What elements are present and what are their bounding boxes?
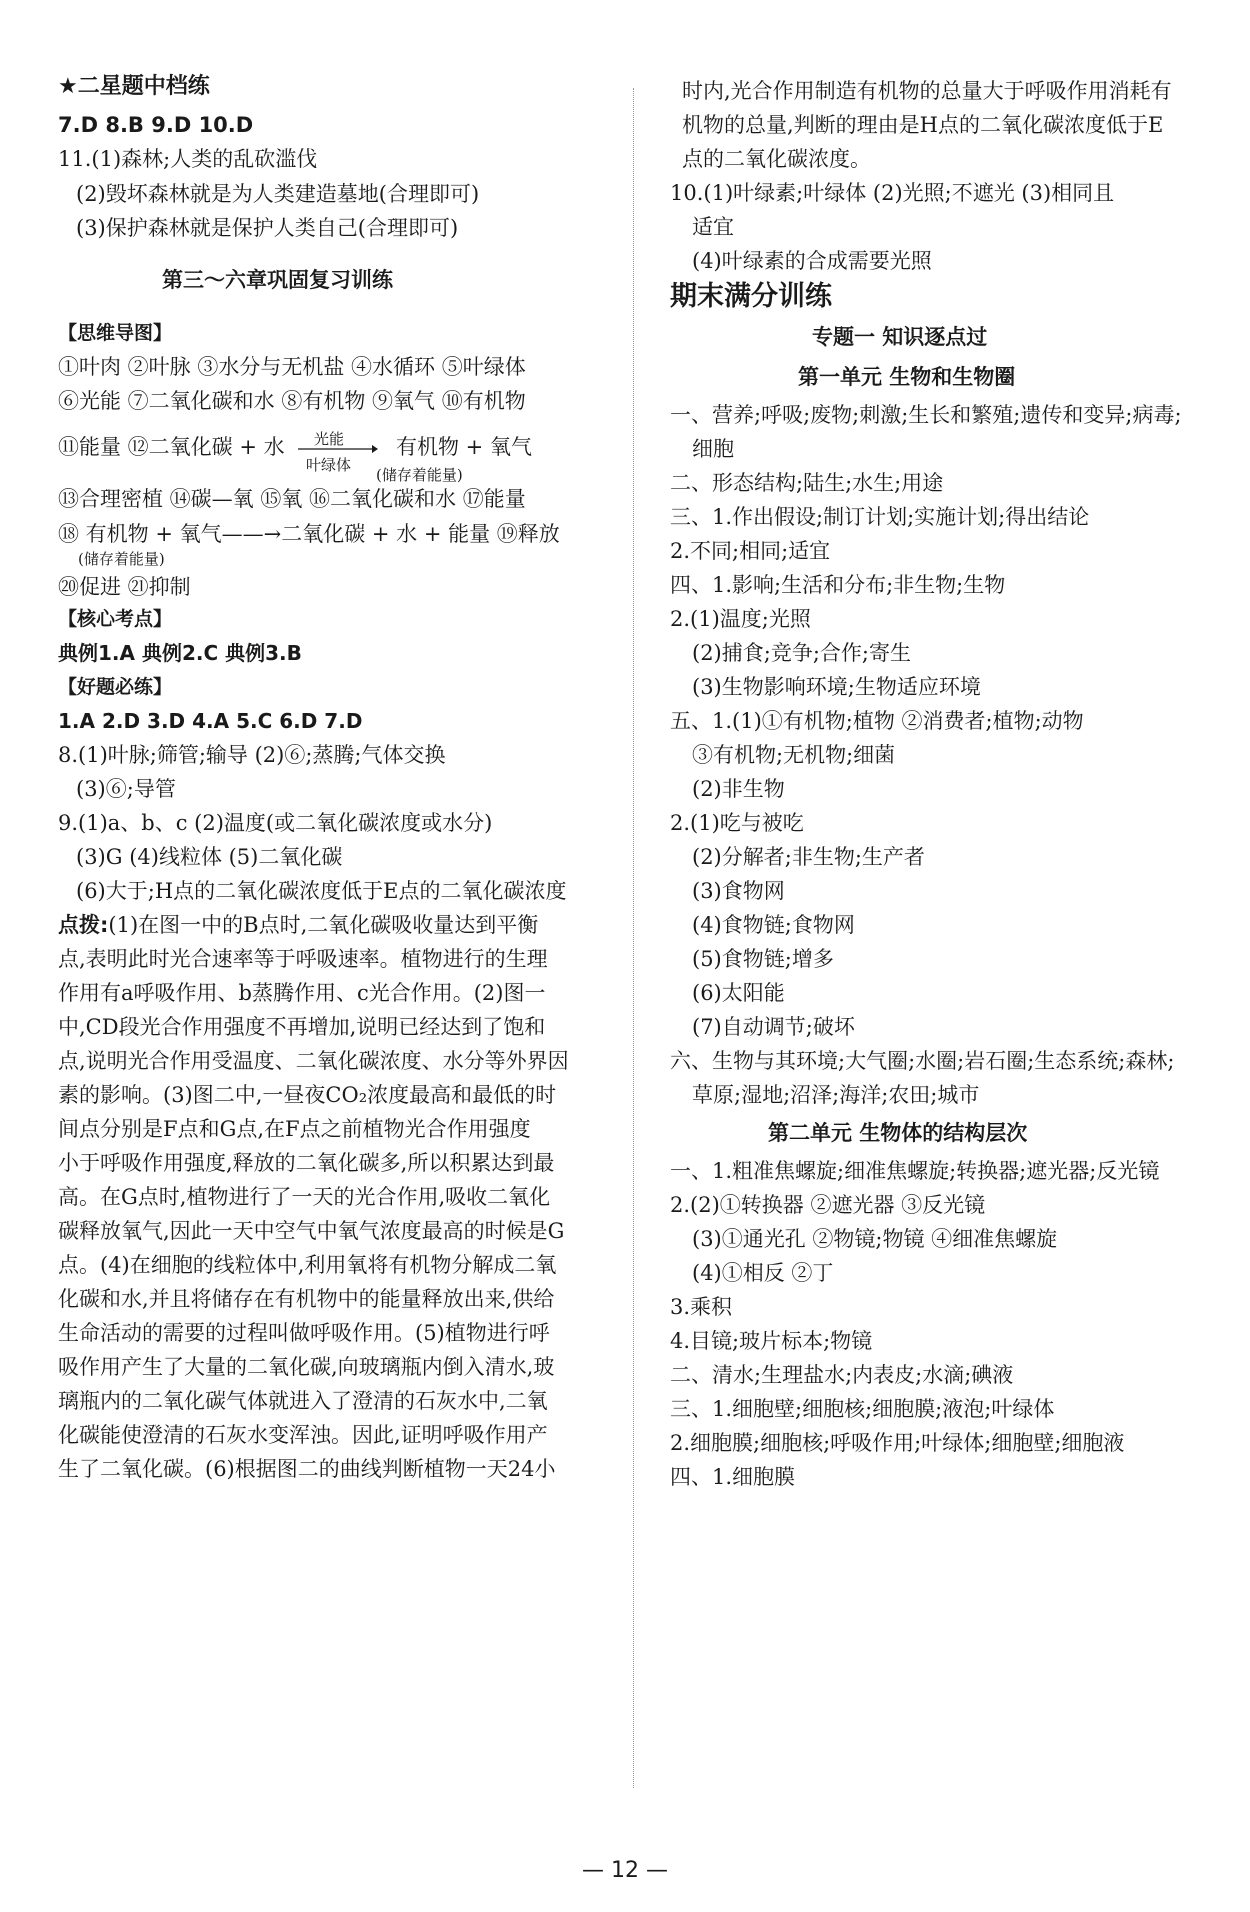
explanation-line-3: 作用有a呼吸作用、b蒸腾作用、c光合作用。(2)图一	[58, 981, 546, 1005]
mindmap-line-6: ⑳促进 ㉑抑制	[58, 575, 191, 599]
q10-part3: (4)叶绿素的合成需要光照	[692, 249, 932, 273]
mindmap-line-3a: ⑪能量 ⑫二氧化碳 + 水	[58, 435, 285, 459]
answers-7-10: 7.D 8.B 9.D 10.D	[58, 113, 254, 137]
mindmap-label: 【思维导图】	[58, 322, 173, 344]
u1-answer-2: 二、形态结构;陆生;水生;用途	[670, 471, 944, 495]
explanation-line-13: 生命活动的需要的过程叫做呼吸作用。(5)植物进行呼	[58, 1321, 550, 1345]
q9-part1: 9.(1)a、b、c (2)温度(或二氧化碳浓度或水分)	[58, 811, 493, 835]
u1-answer-5a: 五、1.(1)①有机物;植物 ②消费者;植物;动物	[670, 709, 1084, 733]
q10-part2: 适宜	[692, 215, 734, 239]
explanation-line-14: 吸作用产生了大量的二氧化碳,向玻璃瓶内倒入清水,玻	[58, 1355, 555, 1379]
q8-part2: (3)⑥;导管	[76, 777, 176, 801]
mindmap-line-4: ⑬合理密植 ⑭碳—氧 ⑮氧 ⑯二氧化碳和水 ⑰能量	[58, 487, 526, 511]
mindmap-line-3-note: (储存着能量)	[376, 466, 463, 484]
core-answers: 典例1.A 典例2.C 典例3.B	[58, 641, 302, 665]
u1-answer-5d: 2.(1)吃与被吃	[670, 811, 804, 835]
u1-answer-5h: (5)食物链;增多	[692, 947, 834, 971]
explanation-line-2: 点,表明此时光合速率等于呼吸速率。植物进行的生理	[58, 947, 548, 971]
arrow-condition-top: 光能	[314, 430, 345, 448]
mindmap-line-3b: 有机物 + 氧气	[396, 435, 532, 459]
u1-answer-6b: 草原;湿地;沼泽;海洋;农田;城市	[692, 1083, 980, 1107]
u1-answer-1b: 细胞	[692, 437, 734, 461]
u2-answer-1d: (4)①相反 ②丁	[692, 1261, 834, 1285]
column-divider	[633, 88, 634, 1788]
u2-answer-1a: 一、1.粗准焦螺旋;细准焦螺旋;转换器;遮光器;反光镜	[670, 1159, 1160, 1183]
u1-answer-4b: 2.(1)温度;光照	[670, 607, 811, 631]
u1-answer-3b: 2.不同;相同;适宜	[670, 539, 831, 563]
continued-line-1: 时内,光合作用制造有机物的总量大于呼吸作用消耗有	[682, 79, 1172, 103]
topic1-title: 专题一 知识逐点过	[812, 325, 988, 349]
page-number: — 12 —	[582, 1858, 668, 1883]
u2-answer-1f: 4.目镜;玻片标本;物镜	[670, 1329, 873, 1353]
arrow-condition-bottom: 叶绿体	[306, 456, 352, 474]
u1-answer-4d: (3)生物影响环境;生物适应环境	[692, 675, 981, 699]
good-answers: 1.A 2.D 3.D 4.A 5.C 6.D 7.D	[58, 709, 363, 733]
explanation-label: 点拨:	[58, 913, 109, 937]
u1-answer-3a: 三、1.作出假设;制订计划;实施计划;得出结论	[670, 505, 1090, 529]
unit1-title: 第一单元 生物和生物圈	[798, 365, 1016, 389]
u1-answer-5e: (2)分解者;非生物;生产者	[692, 845, 925, 869]
explanation-line-7: 间点分别是F点和G点,在F点之前植物光合作用强度	[58, 1117, 531, 1141]
u2-answer-2: 二、清水;生理盐水;内表皮;水滴;碘液	[670, 1363, 1014, 1387]
mindmap-line-5: ⑱ 有机物 + 氧气——→二氧化碳 + 水 + 能量 ⑲释放	[58, 522, 560, 546]
u2-answer-3a: 三、1.细胞壁;细胞核;细胞膜;液泡;叶绿体	[670, 1397, 1055, 1421]
u2-answer-1c: (3)①通光孔 ②物镜;物镜 ④细准焦螺旋	[692, 1227, 1058, 1251]
explanation-line-6: 素的影响。(3)图二中,一昼夜CO₂浓度最高和最低的时	[58, 1083, 557, 1107]
q9-part2: (3)G (4)线粒体 (5)二氧化碳	[76, 845, 343, 869]
chapter-review-title: 第三～六章巩固复习训练	[162, 268, 393, 292]
final-training-title: 期末满分训练	[670, 281, 832, 312]
explanation-line-5: 点,说明光合作用受温度、二氧化碳浓度、水分等外界因	[58, 1049, 569, 1073]
mindmap-line-5-note: (储存着能量)	[78, 550, 165, 568]
q11-part1: 11.(1)森林;人类的乱砍滥伐	[58, 147, 318, 171]
explanation-text-1: (1)在图一中的B点时,二氧化碳吸收量达到平衡	[108, 913, 539, 937]
mindmap-line-1: ①叶肉 ②叶脉 ③水分与无机盐 ④水循环 ⑤叶绿体	[58, 355, 526, 379]
continued-line-2: 机物的总量,判断的理由是H点的二氧化碳浓度低于E	[682, 113, 1164, 137]
q11-part2: (2)毁坏森林就是为人类建造墓地(合理即可)	[76, 182, 480, 206]
good-questions-label: 【好题必练】	[58, 676, 173, 698]
section-title-two-star: ★二星题中档练	[58, 74, 210, 99]
u1-answer-1a: 一、营养;呼吸;废物;刺激;生长和繁殖;遗传和变异;病毒;	[670, 403, 1182, 427]
u1-answer-4a: 四、1.影响;生活和分布;非生物;生物	[670, 573, 1006, 597]
explanation-line-16: 化碳能使澄清的石灰水变浑浊。因此,证明呼吸作用产	[58, 1423, 548, 1447]
u1-answer-5c: (2)非生物	[692, 777, 785, 801]
explanation-line-15: 璃瓶内的二氧化碳气体就进入了澄清的石灰水中,二氧	[58, 1389, 548, 1413]
explanation-line-17: 生了二氧化碳。(6)根据图二的曲线判断植物一天24小	[58, 1457, 556, 1481]
explanation-line-11: 点。(4)在细胞的线粒体中,利用氧将有机物分解成二氧	[58, 1253, 557, 1277]
q11-part3: (3)保护森林就是保护人类自己(合理即可)	[76, 216, 459, 240]
u2-answer-3b: 2.细胞膜;细胞核;呼吸作用;叶绿体;细胞壁;细胞液	[670, 1431, 1125, 1455]
explanation-line-10: 碳释放氧气,因此一天中空气中氧气浓度最高的时候是G	[58, 1219, 565, 1243]
explanation-line-8: 小于呼吸作用强度,释放的二氧化碳多,所以积累达到最	[58, 1151, 555, 1175]
u1-answer-5b: ③有机物;无机物;细菌	[692, 743, 896, 767]
continued-line-3: 点的二氧化碳浓度。	[682, 147, 871, 171]
u1-answer-5f: (3)食物网	[692, 879, 785, 903]
explanation-line-4: 中,CD段光合作用强度不再增加,说明已经达到了饱和	[58, 1015, 546, 1039]
u2-answer-4a: 四、1.细胞膜	[670, 1465, 796, 1489]
explanation-line-12: 化碳和水,并且将储存在有机物中的能量释放出来,供给	[58, 1287, 555, 1311]
unit2-title: 第二单元 生物体的结构层次	[768, 1121, 1028, 1145]
u1-answer-5j: (7)自动调节;破坏	[692, 1015, 855, 1039]
q9-part3: (6)大于;H点的二氧化碳浓度低于E点的二氧化碳浓度	[76, 879, 567, 903]
mindmap-line-2: ⑥光能 ⑦二氧化碳和水 ⑧有机物 ⑨氧气 ⑩有机物	[58, 389, 526, 413]
u2-answer-1b: 2.(2)①转换器 ②遮光器 ③反光镜	[670, 1193, 986, 1217]
u1-answer-5g: (4)食物链;食物网	[692, 913, 855, 937]
q10-part1: 10.(1)叶绿素;叶绿体 (2)光照;不遮光 (3)相同且	[670, 181, 1115, 205]
q8-part1: 8.(1)叶脉;筛管;输导 (2)⑥;蒸腾;气体交换	[58, 743, 446, 767]
u2-answer-1e: 3.乘积	[670, 1295, 733, 1319]
explanation-line-9: 高。在G点时,植物进行了一天的光合作用,吸收二氧化	[58, 1185, 551, 1209]
core-points-label: 【核心考点】	[58, 608, 173, 630]
u1-answer-5i: (6)太阳能	[692, 981, 785, 1005]
explanation-line-1	[58, 910, 538, 940]
u1-answer-6a: 六、生物与其环境;大气圈;水圈;岩石圈;生态系统;森林;	[670, 1049, 1175, 1073]
u1-answer-4c: (2)捕食;竞争;合作;寄生	[692, 641, 911, 665]
